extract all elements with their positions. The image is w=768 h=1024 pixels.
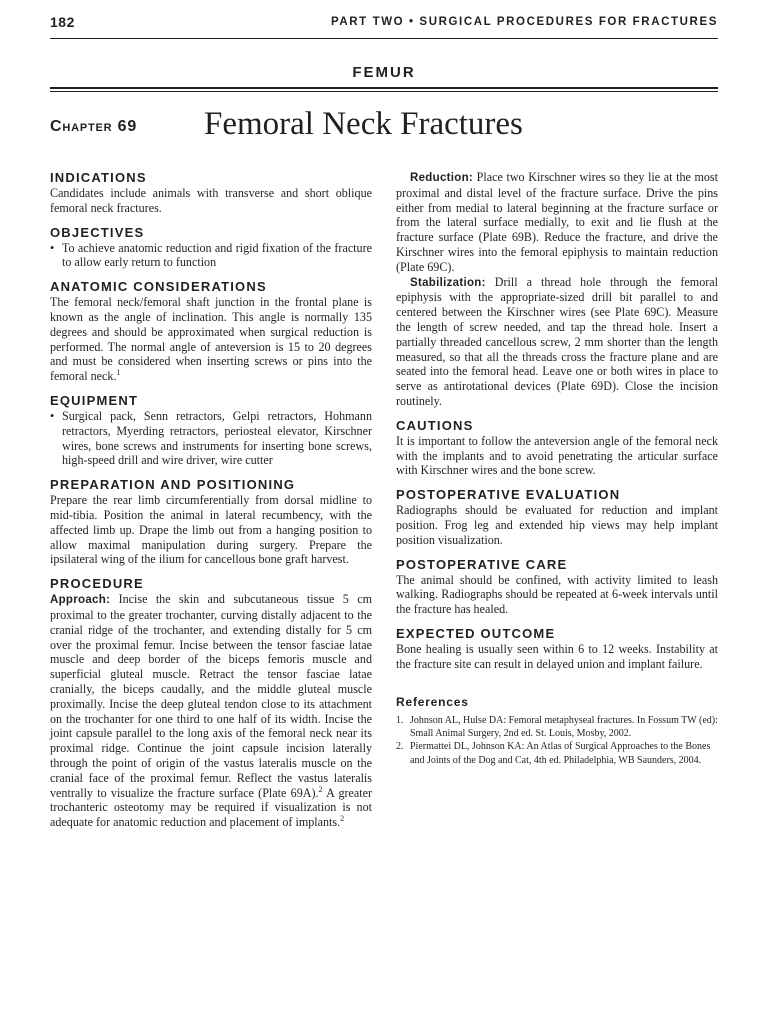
reference-text: Piermattei DL, Johnson KA: An Atlas of Surgical Approaches to the Bones and Joints of the Dog and Cat, 4th ed. Philadelphia, WB Saunders, 2004.: [410, 741, 711, 766]
cautions-text: It is important to follow the anteversion angle of the femoral neck with the implants and to avoid penetrating the articular surface with Kirschner wires and the bone screw.: [396, 433, 718, 478]
stabilization-text: Drill a thread hole through the femoral epiphysis with the appropriate-sized drill bit parallel to and centered between the Kirschner wires (see Plate 69C). Measure the length of screw needed, and tap the thread hole. Insert a partially threaded cancellous screw, 2 mm shorter than the length measured, so that all the threads cross the fracture plane and are seated into the femoral head. Leave one or both wires in place to serve as antirotational devices (Plate 69D). Close the incision routinely.: [396, 274, 718, 408]
reference-number: 2.: [396, 741, 404, 753]
chapter-title: Femoral Neck Fractures: [204, 106, 523, 142]
stabilization-label: Stabilization:: [410, 276, 486, 289]
cautions-heading: CAUTIONS: [396, 417, 474, 433]
references-heading: References: [396, 694, 469, 709]
procedure-heading: PROCEDURE: [50, 576, 144, 592]
anatomic-heading: ANATOMIC CONSIDERATIONS: [50, 279, 267, 295]
postop-eval-heading: POSTOPERATIVE EVALUATION: [396, 487, 621, 503]
references-list: [396, 714, 718, 768]
reference-text: Johnson AL, Hulse DA: Femoral metaphyseal fractures. In Fossum TW (ed): Small Animal Surgery, 2nd ed. St. Louis, Mosby, 2002.: [410, 714, 718, 739]
objectives-heading: OBJECTIVES: [50, 224, 145, 240]
approach-text-continued: A greater trochanteric osteotomy may be required if visualization is not adequate for anatomic reduction and placement of implants.: [50, 785, 373, 830]
page-number: 182: [50, 14, 75, 30]
reference-number: 1.: [396, 714, 404, 726]
footnote-ref: 2: [340, 814, 345, 824]
postop-eval-text: Radiographs should be evaluated for reduction and implant position. Frog leg and extended hip views may help implant position visualization.: [396, 503, 718, 547]
reduction-text: Place two Kirschner wires so they lie at the most proximal and distal level of the fracture surface. Drive the pins either from medial to lateral beginning at the fracture surface or from the lateral surface medially, to exit and lie flush at the fracture surface (Plate 69B). Reduce the fracture, and drive the Kirschner wires into the femoral epiphysis to maintain reduction (Plate 69C).: [396, 170, 718, 274]
outcome-heading: EXPECTED OUTCOME: [396, 625, 556, 641]
footnote-ref: 2: [318, 784, 323, 794]
section-rule-thin: [50, 91, 718, 92]
reduction-paragraph: [396, 170, 718, 275]
preparation-text: Prepare the rear limb circumferentially from dorsal midline to mid-tibia. Position the animal in lateral recumbency, with the affected limb up. Drape the limb out from a hanging position to allow maximal manipulation during surgery. Prepare the ipsilateral wing of the ilium for cancellous bone graft harvest.: [50, 493, 372, 567]
approach-label: Approach:: [50, 594, 111, 607]
indications-heading: INDICATIONS: [50, 170, 147, 185]
stabilization-paragraph: [396, 275, 718, 409]
reference-item: [396, 740, 718, 767]
header-rule: [50, 38, 718, 39]
equipment-list: [50, 409, 372, 468]
objectives-list: [50, 241, 372, 271]
running-head: [50, 14, 718, 34]
approach-paragraph: [50, 592, 372, 830]
objectives-item: • To achieve anatomic reduction and rigid fixation of the fracture to allow early return to function: [50, 241, 372, 271]
footnote-ref: 1: [116, 368, 121, 378]
chapter-label: Chapter 69: [50, 118, 138, 135]
left-column: [50, 170, 372, 830]
reduction-label: Reduction:: [410, 172, 474, 184]
equipment-heading: EQUIPMENT: [50, 392, 139, 408]
postop-care-heading: POSTOPERATIVE CARE: [396, 556, 568, 572]
anatomic-body: The femoral neck/femoral shaft junction in the frontal plane is known as the angle of inclination. This angle is normally 135 degrees and should be approximated when surgical reduction is performed. The normal angle of anteversion is 15 to 20 degrees and must be considered when inserting screws or pins into the femoral neck.: [50, 295, 372, 384]
postop-care-text: The animal should be confined, with activity limited to leash walking. Radiographs should be repeated at 6-week intervals until the fracture has healed.: [396, 572, 718, 617]
outcome-text: Bone healing is usually seen within 6 to 12 weeks. Instability at the fracture site can result in delayed union and implant failure.: [396, 641, 718, 671]
preparation-heading: PREPARATION AND POSITIONING: [50, 477, 296, 493]
indications-text: Candidates include animals with transverse and short oblique femoral neck fractures.: [50, 186, 372, 215]
approach-text: Incise the skin and subcutaneous tissue 5 cm proximal to the greater trochanter, curving distally adjacent to the cranial ridge of the trochanter, and extending distally for 5 cm over the proximal femur. Incise between the tensor fasciae latae muscle and deep border of the biceps femoris muscle and superficial gluteal muscle. Retract the tensor fasciae latae cranially, the biceps caudally, and the middle gluteal muscle proximally. Incise the deep gluteal tendon close to its attachment on the trochanter for one third to one half of its width. Incise the joint capsule parallel to the long axis of the femoral neck near its proximal ridge. Continue the joint capsule incision laterally through the point of origin of the vastus lateralis muscle on the cranial face of the proximal femur. Reflect the vastus lateralis ventrally to visualize the fracture surface (Plate 69A).: [50, 592, 372, 800]
reference-item: [396, 714, 718, 741]
equipment-item: • Surgical pack, Senn retractors, Gelpi retractors, Hohmann retractors, Myerding retractors, periosteal elevator, Kirschner wires, bone screws and instruments for inserting bone screws, high-speed drill and wire driver, wire cutter: [50, 409, 372, 468]
section-name: FEMUR: [352, 64, 416, 81]
right-column: [396, 170, 718, 767]
running-title: PART TWO • SURGICAL PROCEDURES FOR FRACTURES: [330, 16, 718, 28]
anatomic-text: [50, 295, 372, 384]
section-rule-thick: [50, 87, 718, 89]
